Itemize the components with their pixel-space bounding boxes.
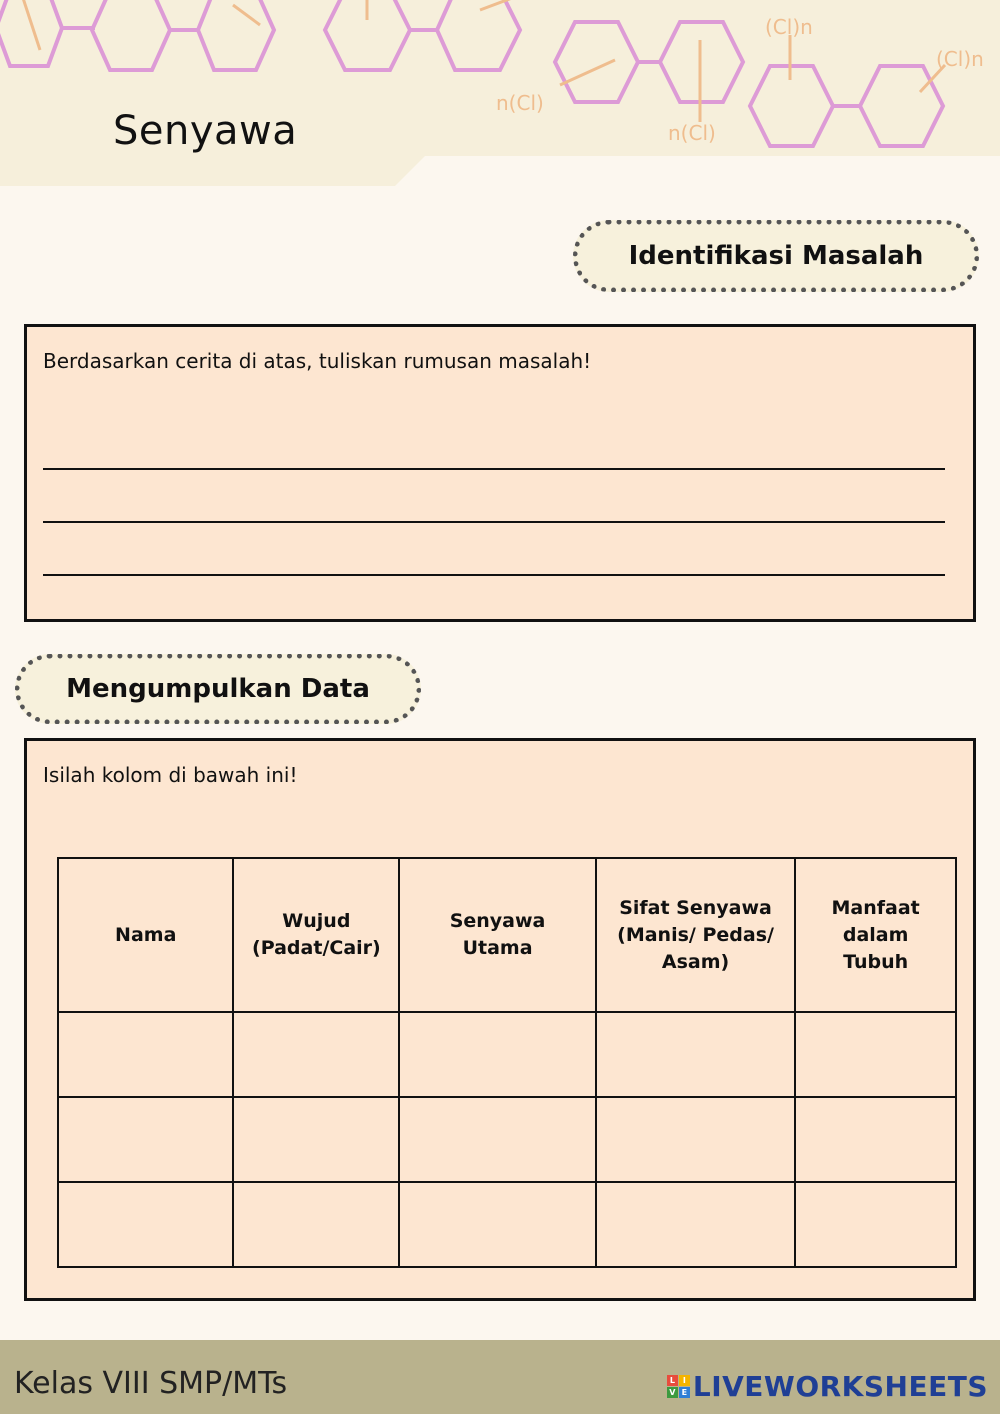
table-cell-input[interactable]: [233, 1012, 399, 1097]
column-header-nama: Nama: [58, 858, 233, 1012]
table-cell-input[interactable]: [795, 1012, 956, 1097]
table-cell-input[interactable]: [58, 1182, 233, 1267]
table-cell-input[interactable]: [233, 1097, 399, 1182]
table-cell-input[interactable]: [795, 1097, 956, 1182]
data-table: [57, 857, 957, 1268]
table-cell-input[interactable]: [399, 1182, 596, 1267]
logo-mark-icon: L I V E: [667, 1375, 690, 1398]
table-cell-input[interactable]: [596, 1097, 795, 1182]
column-header-senyawa-utama: Senyawa Utama: [399, 858, 596, 1012]
table-row: [58, 1012, 956, 1097]
table-row: [58, 1182, 956, 1267]
table-cell-input[interactable]: [58, 1012, 233, 1097]
page-title: Senyawa: [113, 108, 298, 154]
column-header-manfaat: Manfaat dalam Tubuh: [795, 858, 956, 1012]
formula-label: (Cl)n: [936, 47, 984, 71]
formula-label: n(Cl): [496, 91, 544, 115]
table-row: [58, 1097, 956, 1182]
table-cell-input[interactable]: [233, 1182, 399, 1267]
footer-class-label: Kelas VIII SMP/MTs: [14, 1366, 288, 1401]
table-header-row: [58, 858, 956, 1012]
instruction-text: Isilah kolom di bawah ini!: [43, 763, 298, 787]
instruction-text: Berdasarkan cerita di atas, tuliskan rumusan masalah!: [43, 349, 592, 373]
problem-statement-box: [24, 324, 976, 622]
formula-label: n(Cl): [668, 121, 716, 145]
answer-line[interactable]: [43, 468, 945, 470]
section-heading-identifikasi: Identifikasi Masalah: [573, 220, 979, 292]
section-heading-mengumpulkan: Mengumpulkan Data: [15, 654, 421, 724]
brand-name: LIVEWORKSHEETS: [692, 1370, 988, 1403]
header-decoration: [0, 0, 1000, 190]
table-cell-input[interactable]: [795, 1182, 956, 1267]
table-cell-input[interactable]: [596, 1012, 795, 1097]
column-header-wujud: Wujud (Padat/Cair): [233, 858, 399, 1012]
answer-line[interactable]: [43, 574, 945, 576]
formula-label: (Cl)n: [765, 15, 813, 39]
table-cell-input[interactable]: [596, 1182, 795, 1267]
footer-bar: [0, 1340, 1000, 1414]
column-header-sifat-senyawa: Sifat Senyawa (Manis/ Pedas/ Asam): [596, 858, 795, 1012]
table-cell-input[interactable]: [399, 1012, 596, 1097]
table-cell-input[interactable]: [58, 1097, 233, 1182]
liveworksheets-logo[interactable]: [667, 1370, 988, 1403]
table-cell-input[interactable]: [399, 1097, 596, 1182]
answer-line[interactable]: [43, 521, 945, 523]
data-collection-box: [24, 738, 976, 1301]
